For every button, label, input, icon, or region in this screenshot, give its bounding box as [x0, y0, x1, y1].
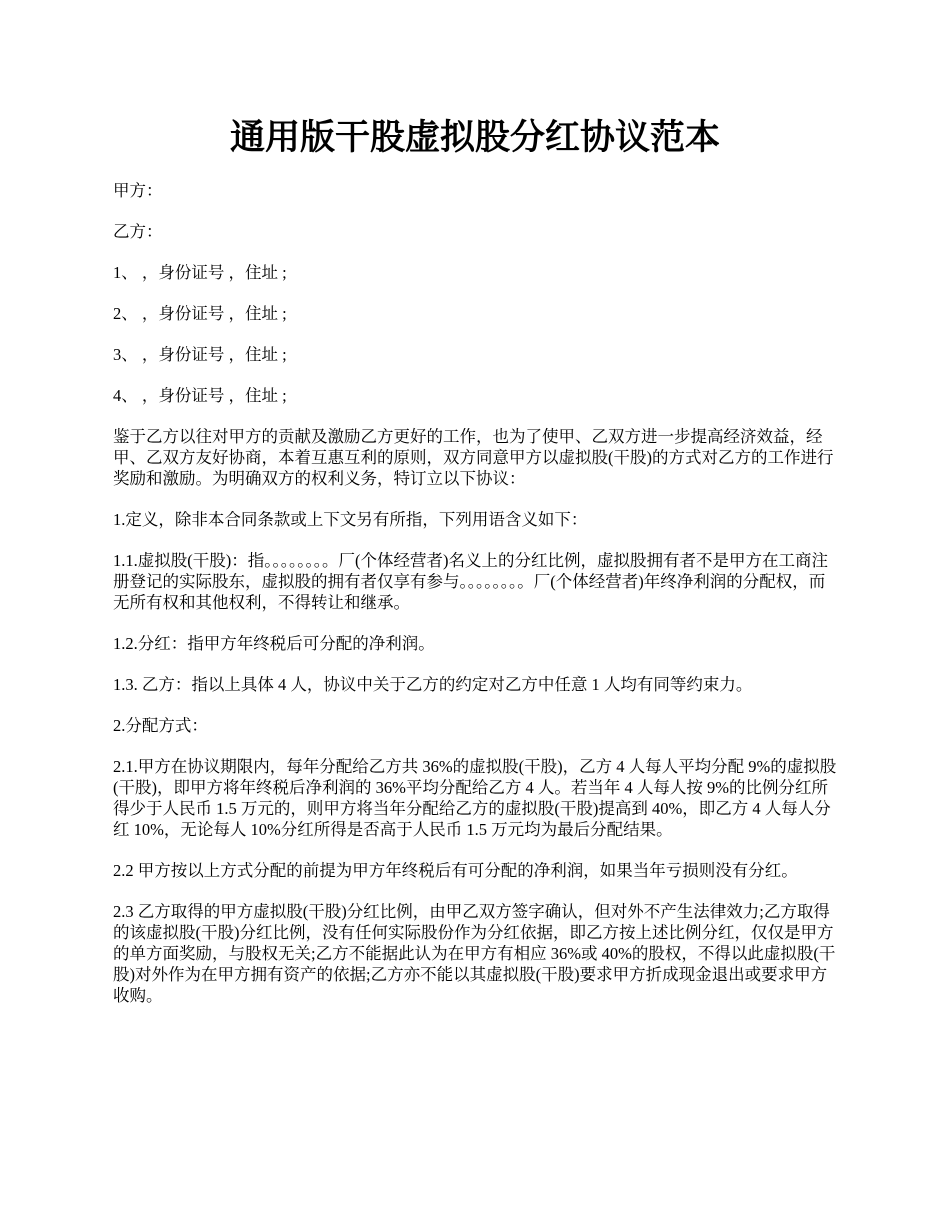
clause-1-2: 1.2.分红：指甲方年终税后可分配的净利润。 [113, 634, 435, 653]
clause-1-1: 1.1.虚拟股(干股)：指。。。。。。。。厂(个体经营者)名义上的分红比例，虚拟股拥有者不是甲方在工商注册登记的实际股东，虚拟股的拥有者仅享有参与。。。。。。。。厂(个体经营者)年终净利润的分配权，而无所有权和其他权利，不得转让和继承。 [113, 551, 828, 612]
document-body [113, 180, 841, 1026]
preamble-paragraph: 鉴于乙方以往对甲方的贡献及激励乙方更好的工作，也为了使甲、乙双方进一步提高经济效益，经甲、乙双方友好协商，本着互惠互利的原则，双方同意甲方以虚拟股(干股)的方式对乙方的工作进行奖励和激励。为明确双方的权利义务，特订立以下协议： [113, 427, 834, 488]
section-2-heading: 2.分配方式： [113, 716, 208, 735]
party-b-member-1: 1、 ，身份证号 ，住址 ; [113, 263, 287, 282]
clause-2-1: 2.1.甲方在协议期限内，每年分配给乙方共 36%的虚拟股(干股)，乙方 4 人每人平均分配 9%的虚拟股(干股)，即甲方将年终税后净利润的 36%平均分配给乙方 4 人。若当年 4 人每人按 9%的比例分红所得少于人民币 1.5 万元的，则甲方将当年分配给乙方的虚拟股(干股)提高到 40%，即乙方 4 人每人分红 10%，无论每人 10%分红所得是否高于人民币 1.5 万元均为最后分配结果。 [113, 757, 837, 839]
document-title: 通用版干股虚拟股分红协议范本 [229, 117, 720, 158]
party-b-member-3: 3、 ，身份证号 ，住址 ; [113, 345, 287, 364]
party-b-member-4: 4、 ，身份证号 ，住址 ; [113, 386, 287, 405]
party-a-line: 甲方： [113, 181, 163, 200]
section-1-heading: 1.定义，除非本合同条款或上下文另有所指，下列用语含义如下： [113, 510, 588, 529]
clause-2-2: 2.2 甲方按以上方式分配的前提为甲方年终税后有可分配的净利润，如果当年亏损则没有分红。 [113, 861, 798, 880]
clause-1-3: 1.3. 乙方：指以上具体 4 人，协议中关于乙方的约定对乙方中任意 1 人均有同等约束力。 [113, 675, 753, 694]
party-b-line: 乙方： [113, 222, 163, 241]
clause-2-3: 2.3 乙方取得的甲方虚拟股(干股)分红比例，由甲乙双方签字确认，但对外不产生法律效力;乙方取得的该虚拟股(干股)分红比例，没有任何实际股份作为分红依据，即乙方按上述比例分红，仅仅是甲方的单方面奖励，与股权无关;乙方不能据此认为在甲方有相应 36%或 40%的股权，不得以此虚拟股(干股)对外作为在甲方拥有资产的依据;乙方亦不能以其虚拟股(干股)要求甲方折成现金退出或要求甲方收购。 [113, 902, 836, 1005]
party-b-member-2: 2、 ，身份证号 ，住址 ; [113, 304, 287, 323]
